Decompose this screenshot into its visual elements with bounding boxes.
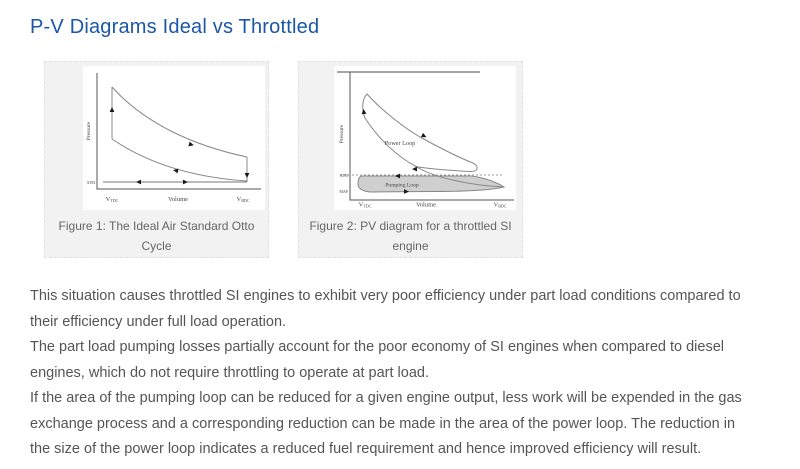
figure2-caption: Figure 2: PV diagram for a throttled SI engine xyxy=(309,219,512,253)
fig1-vbdc-label: VBDC xyxy=(236,196,250,203)
figure1-card xyxy=(44,61,269,258)
fig1-compression-curve xyxy=(112,139,247,181)
paragraph-2: The part load pumping losses partially account for the poor economy of SI engines when compared to diesel engines, which do not require throttling to operate at part load. xyxy=(30,339,724,381)
fig1-xlabel: Volume xyxy=(167,196,189,203)
fig1-atm-label: ATM xyxy=(86,180,95,185)
paragraph-1: This situation causes throttled SI engines to exhibit very poor efficiency under part load conditions compared to their efficiency under full load operation. xyxy=(30,288,741,330)
fig1-arrow-expansion-icon xyxy=(188,142,194,148)
fig1-arrow-exhaust-icon xyxy=(136,180,141,185)
fig2-arrow-up-icon xyxy=(361,109,366,114)
fig2-xlabel: Volume xyxy=(415,201,437,209)
figure2-card xyxy=(298,61,523,258)
fig2-power-loop-curve xyxy=(363,94,477,172)
fig2-pumping-loop-region xyxy=(358,176,504,192)
fig1-vtdc-label: VTDC xyxy=(105,196,119,203)
fig2-arrow-return-icon xyxy=(412,167,417,172)
paragraph-3: If the area of the pumping loop can be reduced for a given engine output, less work will be expended in the gas exchange process and a corresponding reduction can be made in the area of the power loop. The reduction in the size of the power loop indicates a reduced fuel requirement and hence improved efficiency will result. xyxy=(30,390,742,457)
fig2-atm-label: ATM xyxy=(339,173,348,178)
fig1-arrow-up-icon xyxy=(110,107,115,112)
fig2-power-loop-label: Power Loop xyxy=(384,140,416,147)
fig1-direction-arrows xyxy=(110,107,250,184)
fig1-ylabel: Pressure xyxy=(86,121,92,141)
figures-row xyxy=(44,61,800,258)
fig1-expansion-curve xyxy=(112,87,247,157)
figure1-plot-area xyxy=(45,66,268,210)
fig2-ylabel: Pressure xyxy=(339,124,345,144)
fig2-map-label: MAP xyxy=(339,189,348,194)
figure1-caption: Figure 1: The Ideal Air Standard Otto Cycle xyxy=(58,219,255,253)
figure1-otto-cycle-diagram xyxy=(83,66,265,210)
fig1-axes xyxy=(97,73,261,189)
page-title: P-V Diagrams Ideal vs Throttled xyxy=(30,16,320,38)
fig1-arrow-intake-icon xyxy=(183,180,188,185)
body-text xyxy=(30,284,755,463)
fig1-arrow-down-icon xyxy=(245,173,250,178)
figure2-throttled-pv-diagram xyxy=(334,66,516,210)
fig2-pumping-loop-label: Pumping Loop xyxy=(385,182,419,189)
fig2-vbdc-label: VBDC xyxy=(493,201,507,209)
figure2-plot-area xyxy=(299,66,522,210)
fig2-vtdc-label: VTDC xyxy=(358,201,372,209)
